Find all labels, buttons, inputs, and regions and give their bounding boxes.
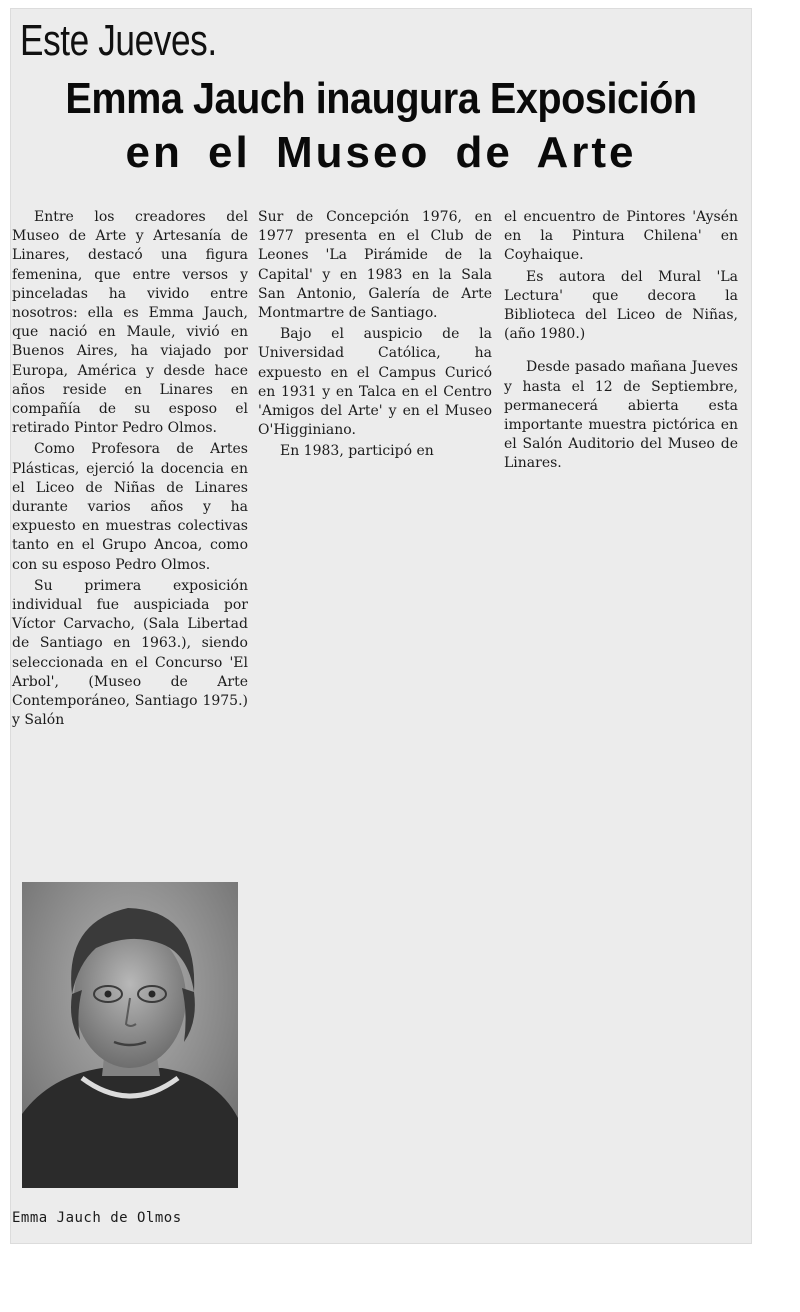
portrait-image	[22, 882, 238, 1188]
article-headline	[10, 72, 752, 180]
article-column-2	[258, 208, 492, 464]
portrait-photo	[22, 882, 238, 1188]
headline-line-2: en el Museo de Arte	[125, 128, 637, 177]
paragraph: Su primera exposición individual fue auspiciada por Víctor Carvacho, (Sala Libertad de Santiago en 1963.), siendo seleccionada en el Concurso 'El Arbol', (Museo de Arte Contemporáneo, Santiago 1975.) y Salón	[12, 577, 248, 729]
paragraph: Bajo el auspicio de la Universidad Católica, ha expuesto en el Campus Curicó en 1931 y en Talca en el Centro 'Amigos del Arte' y en el Museo O'Higginiano.	[258, 326, 492, 439]
photo-caption: Emma Jauch de Olmos	[12, 1210, 182, 1226]
paragraph: Sur de Concepción 1976, en 1977 presenta en el Club de Leones 'La Pirámide de la Capital' y en 1983 en la Sala San Antonio, Galería de Arte Montmartre de Santiago.	[258, 209, 492, 322]
paragraph: el encuentro de Pintores 'Aysén en la Pintura Chilena' en Coyhaique.	[504, 209, 738, 264]
paragraph: En 1983, participó en	[280, 443, 434, 460]
kicker-heading: Este Jueves.	[20, 16, 217, 65]
paragraph: Desde pasado mañana Jueves y hasta el 12 de Septiembre, permanecerá abierta esta importante muestra pictórica en el Salón Auditorio del Museo de Linares.	[504, 359, 738, 472]
headline-line-1: Emma Jauch inaugura Exposición	[65, 74, 697, 123]
paragraph: Es autora del Mural 'La Lectura' que decora la Biblioteca del Liceo de Niñas, (año 1980.)	[504, 268, 738, 343]
article-column-3	[504, 208, 738, 476]
paragraph: Como Profesora de Artes Plásticas, ejerció la docencia en el Liceo de Niñas de Linares durante varios años y ha expuesto en muestras colectivas tanto en el Grupo Ancoa, como con su esposo Pedro Olmos.	[12, 441, 248, 573]
newspaper-clipping	[10, 8, 752, 1244]
paragraph: Entre los creadores del Museo de Arte y Artesanía de Linares, destacó una figura femenina, que entre versos y pinceladas ha vivido entre nosotros: ella es Emma Jauch, que nació en Maule, vivió en Buenos Aires, ha viajado por Europa, América y desde hace años reside en Linares en compañía de su esposo el retirado Pintor Pedro Olmos.	[12, 209, 248, 437]
article-column-1	[12, 208, 248, 732]
